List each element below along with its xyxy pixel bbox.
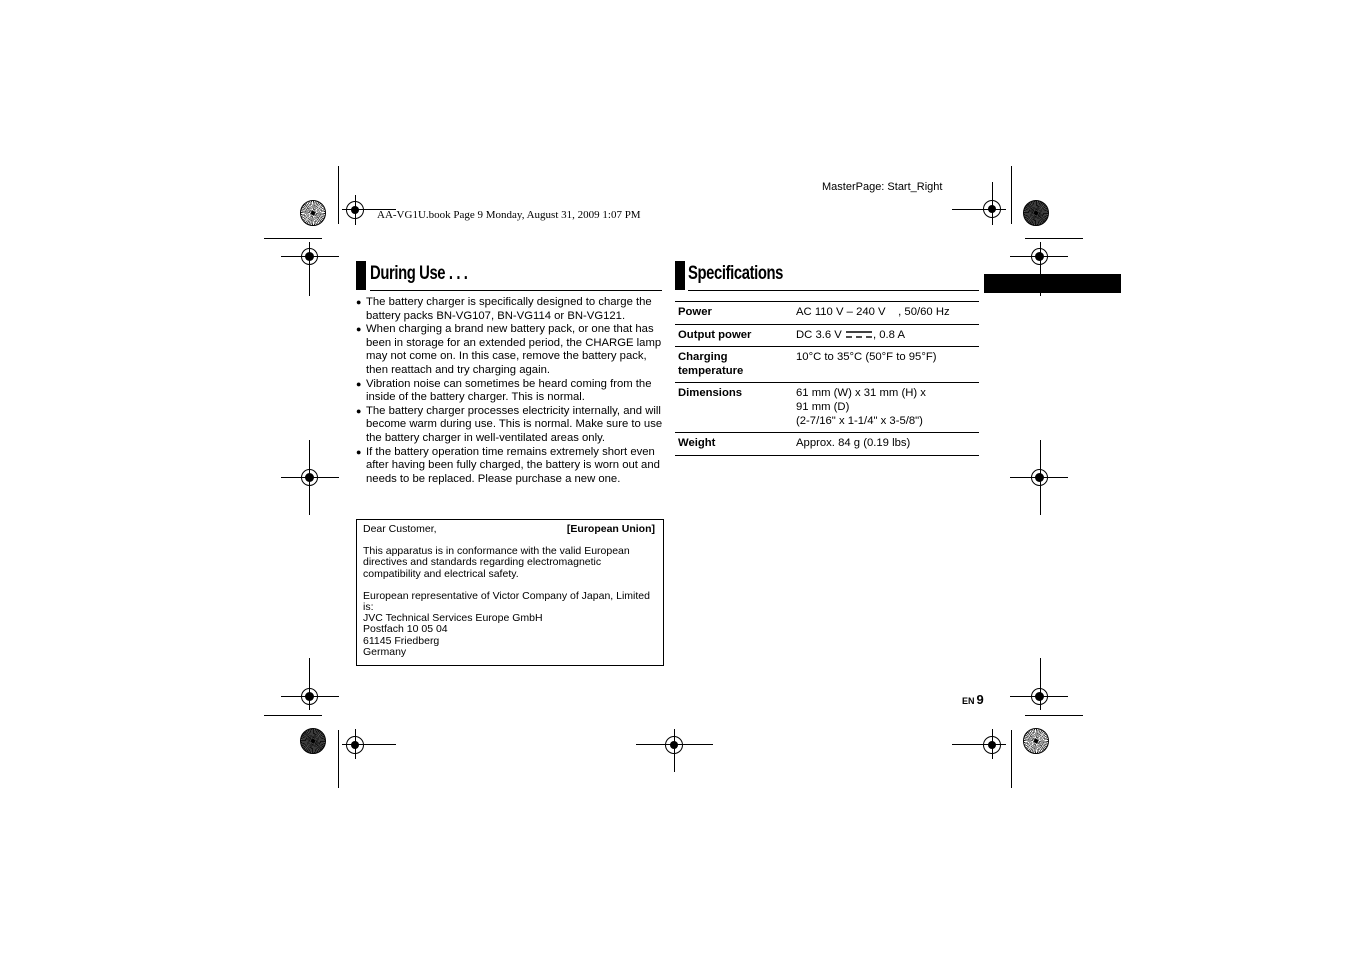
registration-sunburst-icon — [300, 200, 326, 226]
master-page-label: MasterPage: Start_Right — [822, 181, 943, 193]
list-item: ● The battery charger is specifically designed to charge the battery packs BN-VG107, BN-VG114 or BN-VG121. — [356, 296, 652, 322]
spec-label: Dimensions — [675, 383, 793, 433]
side-tab — [984, 274, 1121, 293]
registration-sunburst-icon — [1023, 728, 1049, 754]
table-row — [675, 433, 979, 456]
spec-label: Weight — [675, 433, 793, 456]
heading-bar — [675, 261, 685, 290]
table-row — [675, 324, 979, 347]
spec-value — [793, 324, 979, 347]
spec-label: Charging temperature — [675, 347, 793, 383]
eu-region: [European Union] — [566, 523, 655, 535]
specifications-table — [675, 301, 979, 456]
eu-representative: European representative of Victor Company of Japan, Limited is: JVC Technical Services Europe GmbH Postfach 10 05 04 61145 Friedberg Germany — [363, 589, 650, 658]
registration-sunburst-icon — [300, 728, 326, 754]
language-code: EN — [962, 696, 975, 706]
spec-value: AC 110 V – 240 V , 50/60 Hz — [793, 302, 979, 325]
list-item: ● If the battery operation time remains extremely short even after having been fully charged, the battery is worn out and needs to be replaced. Please purchase a new one. — [356, 445, 660, 485]
page-num: 9 — [976, 692, 984, 707]
dc-symbol-icon — [846, 330, 872, 339]
spec-value: 61 mm (W) x 31 mm (H) x 91 mm (D) (2-7/16" x 1-1/4" x 3-5/8") — [793, 383, 979, 433]
during-use-list — [356, 296, 666, 486]
registration-sunburst-icon — [1023, 200, 1049, 226]
spec-label: Output power — [675, 324, 793, 347]
table-row — [675, 383, 979, 433]
spec-value: 10°C to 35°C (50°F to 95°F) — [793, 347, 979, 383]
book-info: AA-VG1U.book Page 9 Monday, August 31, 2009 1:07 PM — [377, 209, 641, 221]
page-number — [962, 691, 984, 709]
list-item: ● Vibration noise can sometimes be heard coming from the inside of the battery charger. This is normal. — [356, 377, 652, 404]
heading-rule — [370, 290, 662, 291]
output-voltage: DC 3.6 V — [796, 328, 842, 341]
spec-label: Power — [675, 302, 793, 325]
eu-greeting: Dear Customer, — [363, 523, 437, 535]
list-item: ● The battery charger processes electricity internally, and will become warm during use. This is normal. Make sure to use the battery charger in well-ventilated areas only. — [356, 404, 663, 444]
specifications-title: Specifications — [688, 263, 784, 284]
table-row — [675, 302, 979, 325]
eu-notice-box — [356, 519, 664, 666]
heading-bar — [356, 261, 366, 290]
table-row — [675, 347, 979, 383]
heading-rule — [688, 290, 979, 291]
during-use-title: During Use . . . — [370, 263, 468, 284]
spec-value: Approx. 84 g (0.19 lbs) — [793, 433, 979, 456]
output-current: , 0.8 A — [872, 328, 906, 341]
eu-conformance: This apparatus is in conformance with the valid European directives and standards regarding electromagnetic compatibility and electrical safety. — [363, 545, 630, 580]
list-item: ● When charging a brand new battery pack, or one that has been in storage for an extended period, the CHARGE lamp may not come on. In this case, remove the battery pack, then reattach and try charging again. — [356, 323, 662, 376]
